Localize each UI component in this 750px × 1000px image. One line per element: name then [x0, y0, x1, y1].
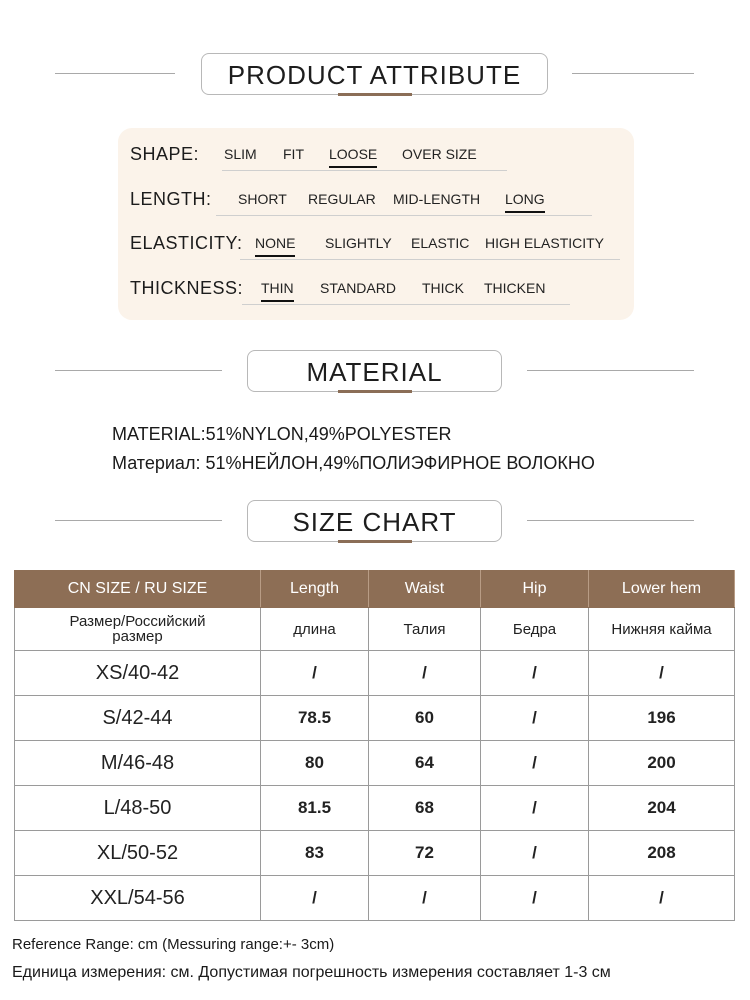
elasticity-option-high-elasticity: HIGH ELASTICITY [485, 235, 605, 251]
product-attribute-title: PRODUCT ATTRIBUTE [227, 60, 522, 90]
header-ru-length: длина [261, 608, 369, 651]
table-row [15, 741, 735, 786]
length-cell: / [261, 876, 369, 921]
shape-options [222, 146, 507, 171]
size-cell: M/46-48 [15, 741, 261, 786]
size-cell: XXL/54-56 [15, 876, 261, 921]
length-option-short: SHORT [238, 191, 287, 207]
thickness-option-standard: STANDARD [320, 280, 396, 296]
waist-cell: 60 [369, 696, 481, 741]
elasticity-option-none-selected: NONE [255, 235, 296, 251]
elasticity-option-slightly: SLIGHTLY [325, 235, 392, 251]
header-ru-waist: Талия [369, 608, 481, 651]
waist-cell: 68 [369, 786, 481, 831]
header-ru-size: Размер/Российский размер [15, 608, 261, 651]
size-cell: XS/40-42 [15, 651, 261, 696]
material-title-box [247, 350, 502, 392]
thickness-option-thick: THICK [422, 280, 464, 296]
lower-hem-cell: 208 [589, 831, 735, 876]
title-underline-accent [338, 540, 412, 543]
divider-line-left [55, 370, 222, 371]
elasticity-label: ELASTICITY: [130, 233, 243, 253]
hip-cell: / [481, 831, 589, 876]
lower-hem-cell: / [589, 651, 735, 696]
length-option-regular: REGULAR [308, 191, 376, 207]
material-text-en: MATERIAL:51%NYLON,49%POLYESTER [112, 424, 452, 444]
size-cell: L/48-50 [15, 786, 261, 831]
table-row [15, 651, 735, 696]
lower-hem-cell: 200 [589, 741, 735, 786]
table-row [15, 696, 735, 741]
title-underline-accent [338, 390, 412, 393]
hip-cell: / [481, 786, 589, 831]
attribute-panel [118, 128, 634, 320]
elasticity-options [240, 235, 620, 260]
lower-hem-cell: / [589, 876, 735, 921]
header-cn-ru-size: CN SIZE / RU SIZE [15, 571, 261, 608]
hip-cell: / [481, 741, 589, 786]
length-option-long-selected: LONG [505, 191, 545, 207]
divider-line-right [527, 520, 694, 521]
material-text-ru: Материал: 51%НЕЙЛОН,49%ПОЛИЭФИРНОЕ ВОЛОКНО [112, 453, 595, 473]
header-ru-hip: Бедра [481, 608, 589, 651]
length-cell: / [261, 651, 369, 696]
thickness-option-thicken: THICKEN [484, 280, 546, 296]
hip-cell: / [481, 876, 589, 921]
divider-line-left [55, 520, 222, 521]
hip-cell: / [481, 696, 589, 741]
header-ru-lower-hem: Нижняя кайма [589, 608, 735, 651]
size-chart-table [14, 570, 735, 921]
size-cell: XL/50-52 [15, 831, 261, 876]
waist-cell: 64 [369, 741, 481, 786]
shape-label: SHAPE: [130, 144, 200, 164]
length-cell: 80 [261, 741, 369, 786]
length-options [216, 191, 592, 216]
header-length: Length [261, 571, 369, 608]
length-cell: 81.5 [261, 786, 369, 831]
header-hip: Hip [481, 571, 589, 608]
lower-hem-cell: 196 [589, 696, 735, 741]
waist-cell: / [369, 876, 481, 921]
reference-range-note: Reference Range: cm (Messuring range:+- 3cm) [12, 936, 335, 953]
size-cell: S/42-44 [15, 696, 261, 741]
material-title: MATERIAL [306, 357, 443, 387]
product-attribute-title-box [201, 53, 548, 95]
length-label: LENGTH: [130, 189, 212, 209]
shape-option-slim: SLIM [224, 146, 257, 162]
hip-cell: / [481, 651, 589, 696]
waist-cell: 72 [369, 831, 481, 876]
thickness-label: THICKNESS: [130, 278, 244, 298]
divider-line-right [527, 370, 694, 371]
lower-hem-cell: 204 [589, 786, 735, 831]
table-row [15, 831, 735, 876]
length-option-midlength: MID-LENGTH [393, 191, 481, 207]
table-header-row [15, 571, 735, 608]
waist-cell: / [369, 651, 481, 696]
divider-line-left [55, 73, 175, 74]
thickness-option-thin-selected: THIN [261, 280, 294, 296]
shape-option-fit: FIT [283, 146, 304, 162]
size-chart-title: SIZE CHART [292, 507, 457, 537]
elasticity-option-elastic: ELASTIC [411, 235, 470, 251]
thickness-options [242, 280, 570, 305]
table-header-row-ru [15, 608, 735, 651]
header-waist: Waist [369, 571, 481, 608]
length-cell: 83 [261, 831, 369, 876]
reference-range-note-ru: Единица измерения: см. Допустимая погрешность измерения составляет 1-3 см [12, 964, 611, 981]
divider-line-right [572, 73, 694, 74]
table-row [15, 876, 735, 921]
length-cell: 78.5 [261, 696, 369, 741]
shape-option-oversize: OVER SIZE [402, 146, 477, 162]
size-chart-title-box [247, 500, 502, 542]
title-underline-accent [338, 93, 412, 96]
table-row [15, 786, 735, 831]
header-lower-hem: Lower hem [589, 571, 735, 608]
shape-option-loose-selected: LOOSE [329, 146, 378, 162]
